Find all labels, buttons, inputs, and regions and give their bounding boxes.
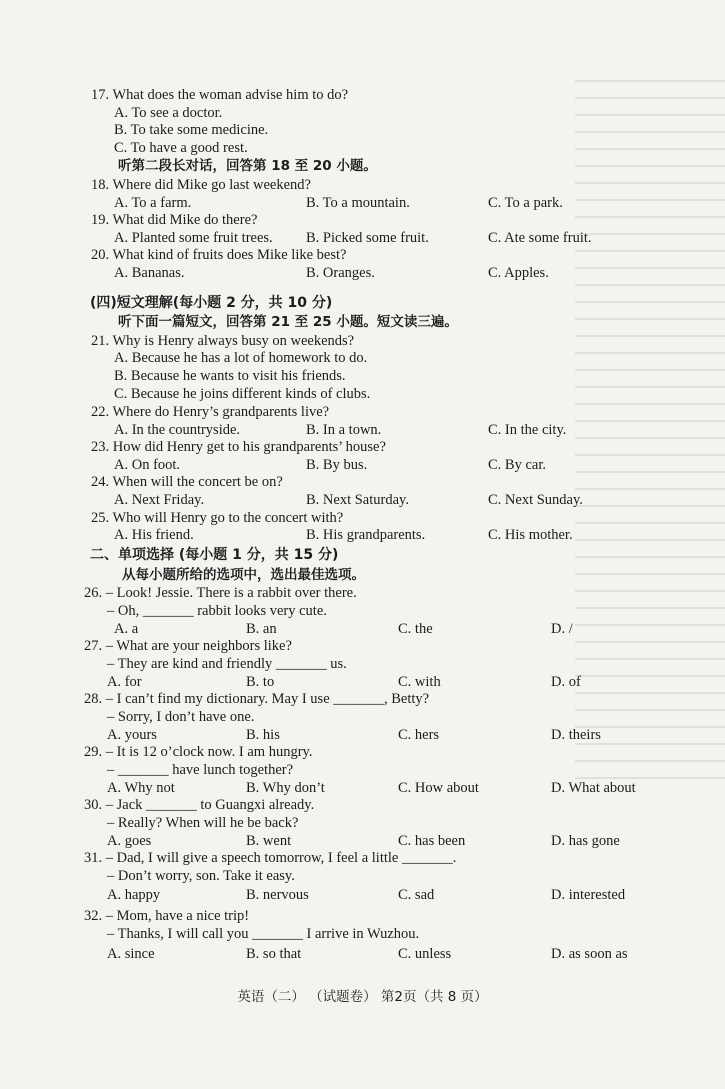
question-19-option-a: A. Planted some fruit trees. xyxy=(114,230,273,246)
question-31-line-1: 31. – Dad, I will give a speech tomorrow, I feel a little _______. xyxy=(84,850,457,866)
question-31-option-c: C. sad xyxy=(398,887,435,903)
question-28-option-a: A. yours xyxy=(107,727,157,743)
question-21-option-a: A. Because he has a lot of homework to do. xyxy=(114,350,368,366)
question-18-option-b: B. To a mountain. xyxy=(306,195,410,211)
question-27-line-2: – They are kind and friendly _______ us. xyxy=(107,656,347,672)
question-19-option-b: B. Picked some fruit. xyxy=(306,230,429,246)
question-27-option-a: A. for xyxy=(107,674,142,690)
question-25-option-b: B. His grandparents. xyxy=(306,527,426,543)
question-17-stem: 17. What does the woman advise him to do? xyxy=(91,87,349,103)
question-30-option-a: A. goes xyxy=(107,833,152,849)
question-26-line-2: – Oh, _______ rabbit looks very cute. xyxy=(107,603,327,619)
question-18-option-c: C. To a park. xyxy=(488,195,563,211)
question-27-option-b: B. to xyxy=(246,674,275,690)
question-18-option-a: A. To a farm. xyxy=(114,195,192,211)
question-26-option-a: A. a xyxy=(114,621,139,637)
question-28-option-d: D. theirs xyxy=(551,727,601,743)
question-29-option-a: A. Why not xyxy=(107,780,175,796)
question-31-option-d: D. interested xyxy=(551,887,626,903)
section-4-heading: (四)短文理解(每小题 2 分，共 10 分) xyxy=(90,295,333,311)
question-32-line-2: – Thanks, I will call you _______ I arrive in Wuzhou. xyxy=(107,926,420,942)
question-32-option-d: D. as soon as xyxy=(551,946,628,962)
question-26-option-c: C. the xyxy=(398,621,433,637)
question-22-option-c: C. In the city. xyxy=(488,422,567,438)
question-32-option-c: C. unless xyxy=(398,946,452,962)
question-21-stem: 21. Why is Henry always busy on weekends? xyxy=(91,333,355,349)
question-20-option-b: B. Oranges. xyxy=(306,265,375,281)
question-24-option-b: B. Next Saturday. xyxy=(306,492,409,508)
question-27-line-1: 27. – What are your neighbors like? xyxy=(84,638,292,654)
question-22-stem: 22. Where do Henry’s grandparents live? xyxy=(91,404,330,420)
question-32-option-b: B. so that xyxy=(246,946,302,962)
question-32-option-a: A. since xyxy=(107,946,155,962)
question-30-line-1: 30. – Jack _______ to Guangxi already. xyxy=(84,797,315,813)
question-27-option-d: D. of xyxy=(551,674,581,690)
question-31-option-b: B. nervous xyxy=(246,887,309,903)
question-17-option-c: C. To have a good rest. xyxy=(114,140,248,156)
question-23-stem: 23. How did Henry get to his grandparents’ house? xyxy=(91,439,386,455)
question-29-line-1: 29. – It is 12 o’clock now. I am hungry. xyxy=(84,744,313,760)
question-17-option-a: A. To see a doctor. xyxy=(114,105,223,121)
question-29-option-c: C. How about xyxy=(398,780,479,796)
part-2-heading: 二、单项选择 (每小题 1 分，共 15 分) xyxy=(90,547,339,563)
question-26-option-d: D. / xyxy=(551,621,573,637)
question-30-line-2: – Really? When will he be back? xyxy=(107,815,299,831)
instruction-long-dialog-2: 听第二段长对话，回答第 18 至 20 小题。 xyxy=(118,158,377,174)
instruction-passage: 听下面一篇短文，回答第 21 至 25 小题。短文读三遍。 xyxy=(118,314,458,330)
question-28-line-1: 28. – I can’t find my dictionary. May I use _______, Betty? xyxy=(84,691,430,707)
question-28-option-b: B. his xyxy=(246,727,280,743)
page-footer: 英语（二） （试题卷） 第2页（共 8 页） xyxy=(237,989,488,1005)
question-29-line-2: – _______ have lunch together? xyxy=(107,762,294,778)
question-26-line-1: 26. – Look! Jessie. There is a rabbit over there. xyxy=(84,585,357,601)
question-31-option-a: A. happy xyxy=(107,887,161,903)
question-18-stem: 18. Where did Mike go last weekend? xyxy=(91,177,311,193)
question-27-option-c: C. with xyxy=(398,674,441,690)
question-32-line-1: 32. – Mom, have a nice trip! xyxy=(84,908,250,924)
question-23-option-b: B. By bus. xyxy=(306,457,368,473)
question-29-option-d: D. What about xyxy=(551,780,636,796)
bleed-through-shadow xyxy=(575,80,725,780)
question-28-option-c: C. hers xyxy=(398,727,440,743)
question-28-line-2: – Sorry, I don’t have one. xyxy=(107,709,255,725)
question-23-option-c: C. By car. xyxy=(488,457,546,473)
question-31-line-2: – Don’t worry, son. Take it easy. xyxy=(107,868,295,884)
question-30-option-c: C. has been xyxy=(398,833,466,849)
question-26-option-b: B. an xyxy=(246,621,277,637)
question-21-option-c: C. Because he joins different kinds of clubs. xyxy=(114,386,371,402)
question-30-option-d: D. has gone xyxy=(551,833,620,849)
question-17-option-b: B. To take some medicine. xyxy=(114,122,269,138)
question-20-option-c: C. Apples. xyxy=(488,265,549,281)
question-25-stem: 25. Who will Henry go to the concert with? xyxy=(91,510,344,526)
question-30-option-b: B. went xyxy=(246,833,292,849)
question-23-option-a: A. On foot. xyxy=(114,457,181,473)
question-25-option-c: C. His mother. xyxy=(488,527,573,543)
question-20-stem: 20. What kind of fruits does Mike like best? xyxy=(91,247,347,263)
question-22-option-b: B. In a town. xyxy=(306,422,382,438)
question-24-option-c: C. Next Sunday. xyxy=(488,492,583,508)
question-25-option-a: A. His friend. xyxy=(114,527,194,543)
instruction-part-2: 从每小题所给的选项中，选出最佳选项。 xyxy=(122,567,365,583)
question-20-option-a: A. Bananas. xyxy=(114,265,185,281)
question-29-option-b: B. Why don’t xyxy=(246,780,325,796)
question-24-stem: 24. When will the concert be on? xyxy=(91,474,283,490)
question-19-option-c: C. Ate some fruit. xyxy=(488,230,592,246)
question-19-stem: 19. What did Mike do there? xyxy=(91,212,258,228)
question-22-option-a: A. In the countryside. xyxy=(114,422,241,438)
question-21-option-b: B. Because he wants to visit his friends. xyxy=(114,368,346,384)
question-24-option-a: A. Next Friday. xyxy=(114,492,205,508)
